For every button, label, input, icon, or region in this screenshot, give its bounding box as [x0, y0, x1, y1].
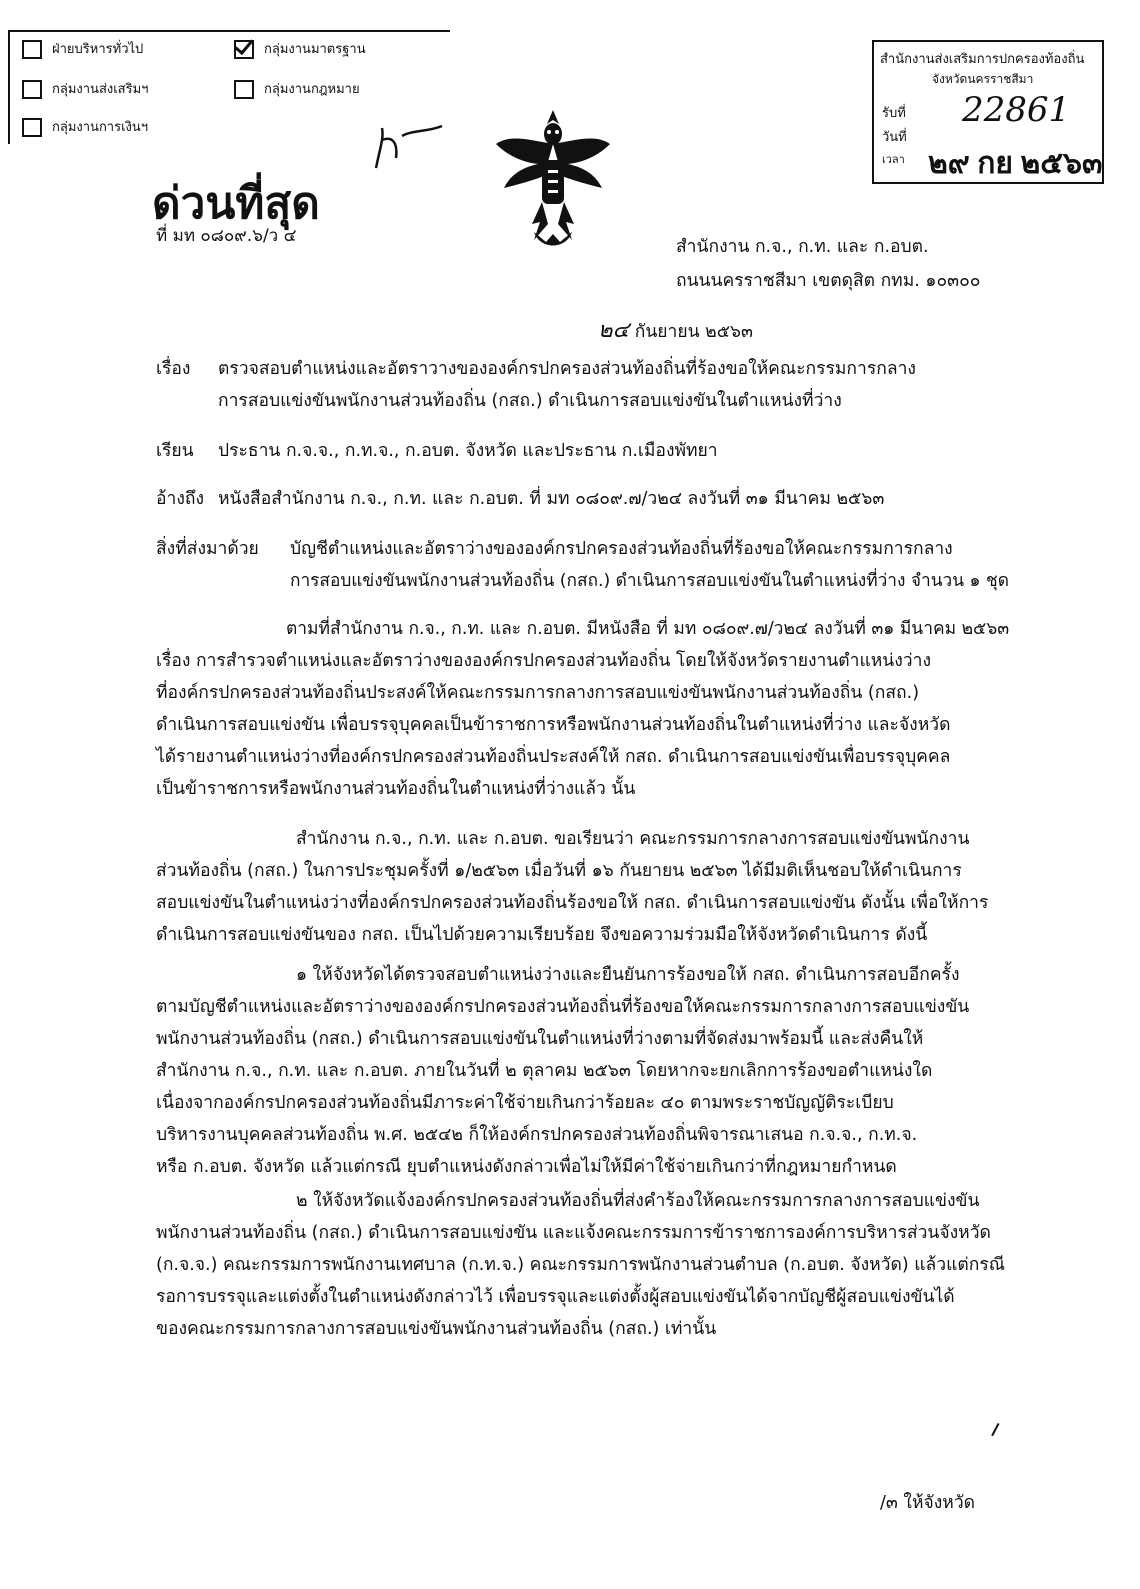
document-date — [598, 312, 753, 347]
enclosure-label: สิ่งที่ส่งมาด้วย — [156, 539, 259, 559]
item-1-line: ๑ ให้จังหวัดได้ตรวจสอบตำแหน่งว่างและยืนยันการร้องขอให้ กสถ. ดำเนินการสอบอีกครั้ง — [296, 965, 960, 985]
item-1-line: ตามบัญชีตำแหน่งและอัตราว่างขององค์กรปกครองส่วนท้องถิ่นที่ร้องขอให้คณะกรรมการกลางการสอบแข่งขัน — [156, 997, 970, 1017]
page-continuation: /๓ ให้จังหวัด — [880, 1493, 976, 1513]
stamp-office: สำนักงานส่งเสริมการปกครองท้องถิ่น — [880, 51, 1085, 66]
enclosure-line-2: การสอบแข่งขันพนักงานส่วนท้องถิ่น (กสถ.) ดำเนินการสอบแข่งขันในตำแหน่งที่ว่าง จำนวน ๑ ชุด — [290, 571, 1009, 591]
item-1-line: พนักงานส่วนท้องถิ่น (กสถ.) ดำเนินการสอบแข่งขันในตำแหน่งที่ว่างตามที่จัดส่งมาพร้อมนี้ และส่งคืนให้ — [156, 1029, 924, 1049]
paragraph-2-line: ดำเนินการสอบแข่งขันของ กสถ. เป็นไปด้วยความเรียบร้อย จึงขอความร่วมมือให้จังหวัดดำเนินการ ดังนี้ — [156, 925, 928, 945]
sender-office: สำนักงาน ก.จ., ก.ท. และ ก.อบต. — [676, 237, 929, 257]
stamp-received-label: รับที่ — [882, 105, 906, 120]
stamp-time-label: เวลา — [882, 154, 905, 166]
reference-label: อ้างถึง — [156, 489, 205, 509]
item-2-line: (ก.จ.จ.) คณะกรรมการพนักงานเทศบาล (ก.ท.จ.) คณะกรรมการพนักงานส่วนตำบล (ก.อบต. จังหวัด) แล้วแต่กรณี — [156, 1255, 1005, 1275]
item-1-line: เนื่องจากองค์กรปกครองส่วนท้องถิ่นมีภาระค่าใช้จ่ายเกินกว่าร้อยละ ๔๐ ตามพระราชบัญญัติระเบียบ — [156, 1093, 894, 1113]
item-1-line: สำนักงาน ก.จ., ก.ท. และ ก.อบต. ภายในวันที่ ๒ ตุลาคม ๒๕๖๓ โดยหากจะยกเลิกการร้องขอตำแหน่งใด — [156, 1061, 933, 1081]
stamp-province: จังหวัดนครราชสีมา — [932, 72, 1034, 86]
routing-item-standards: กลุ่มงานมาตรฐาน — [234, 38, 366, 59]
item-2-line: พนักงานส่วนท้องถิ่น (กสถ.) ดำเนินการสอบแข่งขัน และแจ้งคณะกรรมการข้าราชการองค์การบริหารส่วนจังหวัด — [156, 1223, 991, 1243]
paragraph-1-line: ที่องค์กรปกครองส่วนท้องถิ่นประสงค์ให้คณะกรรมการกลางการสอบแข่งขันพนักงานส่วนท้องถิ่น (กสถ.) — [156, 683, 920, 703]
paragraph-2-line: ส่วนท้องถิ่น (กสถ.) ในการประชุมครั้งที่ ๑/๒๕๖๓ เมื่อวันที่ ๑๖ กันยายน ๒๕๖๓ ได้มีมติเห็นชอบให้ดำเนินการ — [156, 861, 962, 881]
recipient-label: เรียน — [156, 441, 194, 461]
garuda-emblem-icon — [490, 104, 616, 256]
date-day: ๒๔ — [598, 318, 630, 343]
routing-item-legal: กลุ่มงานกฎหมาย — [234, 78, 360, 99]
subject-line-2: การสอบแข่งขันพนักงานส่วนท้องถิ่น (กสถ.) ดำเนินการสอบแข่งขันในตำแหน่งที่ว่าง — [218, 391, 842, 411]
recipient-text: ประธาน ก.จ.จ., ก.ท.จ., ก.อบต. จังหวัด และประธาน ก.เมืองพัทยา — [218, 441, 718, 461]
checkbox-icon — [22, 80, 42, 99]
routing-item-promotion: กลุ่มงานส่งเสริมฯ — [22, 78, 148, 99]
handwritten-initials-icon — [368, 118, 448, 178]
item-1-line: บริหารงานบุคคลส่วนท้องถิ่น พ.ศ. ๒๕๔๒ ก็ให้องค์กรปกครองส่วนท้องถิ่นพิจารณาเสนอ ก.จ.จ., ก.ท.จ. — [156, 1125, 918, 1145]
paragraph-2-line: สอบแข่งขันในตำแหน่งว่างที่องค์กรปกครองส่วนท้องถิ่นร้องขอให้ กสถ. ดำเนินการสอบแข่งขัน ดังนั้น เพื่อให้การ — [156, 893, 989, 913]
paragraph-1-line: ดำเนินการสอบแข่งขัน เพื่อบรรจุบุคคลเป็นข้าราชการหรือพนักงานส่วนท้องถิ่นในตำแหน่งที่ว่าง และจังหวัด — [156, 715, 951, 735]
paragraph-2-line: สำนักงาน ก.จ., ก.ท. และ ก.อบต. ขอเรียนว่า คณะกรรมการกลางการสอบแข่งขันพนักงาน — [296, 829, 970, 849]
item-2-line: รอการบรรจุและแต่งตั้งในตำแหน่งดังกล่าวไว้ เพื่อบรรจุและแต่งตั้งผู้สอบแข่งขันได้จากบัญชีผู้สอบแข่งขันได้ — [156, 1287, 955, 1307]
paragraph-1-line: เป็นข้าราชการหรือพนักงานส่วนท้องถิ่นในตำแหน่งที่ว่างแล้ว นั้น — [156, 779, 636, 799]
sender-address: ถนนนครราชสีมา เขตดุสิต กทม. ๑๐๓๐๐ — [676, 271, 981, 291]
paragraph-1-line: ได้รายงานตำแหน่งว่างที่องค์กรปกครองส่วนท้องถิ่นประสงค์ให้ กสถ. ดำเนินการสอบแข่งขันเพื่อบรรจุบุคคล — [156, 747, 951, 767]
checkbox-icon — [234, 80, 254, 99]
checked-checkbox-icon — [234, 40, 254, 59]
reference-text: หนังสือสำนักงาน ก.จ., ก.ท. และ ก.อบต. ที่ มท ๐๘๐๙.๗/ว๒๔ ลงวันที่ ๓๑ มีนาคม ๒๕๖๓ — [218, 489, 885, 509]
paragraph-1-line: เรื่อง การสำรวจตำแหน่งและอัตราว่างขององค์กรปกครองส่วนท้องถิ่น โดยให้จังหวัดรายงานตำแหน่งว่าง — [156, 651, 931, 671]
routing-item-finance: กลุ่มงานการเงินฯ — [22, 116, 148, 137]
enclosure-line-1: บัญชีตำแหน่งและอัตราว่างขององค์กรปกครองส่วนท้องถิ่นที่ร้องขอให้คณะกรรมการกลาง — [290, 539, 953, 559]
checkbox-icon — [22, 118, 42, 137]
urgency-heading: ด่วนที่สุด — [152, 178, 320, 229]
paragraph-1-line: ตามที่สำนักงาน ก.จ., ก.ท. และ ก.อบต. มีหนังสือ ที่ มท ๐๘๐๙.๗/ว๒๔ ลงวันที่ ๓๑ มีนาคม ๒๕๖๓ — [286, 619, 1010, 639]
subject-label: เรื่อง — [156, 359, 191, 379]
document-number: ที่ มท ๐๘๐๙.๖/ว ๔ — [156, 226, 297, 246]
checkbox-icon — [22, 40, 42, 59]
item-1-line: หรือ ก.อบต. จังหวัด แล้วแต่กรณี ยุบตำแหน่งดังกล่าวเพื่อไม่ให้มีค่าใช้จ่ายเกินกว่าที่กฎหมายกำหนด — [156, 1157, 897, 1177]
item-2-line: ของคณะกรรมการกลางการสอบแข่งขันพนักงานส่วนท้องถิ่น (กสถ.) เท่านั้น — [156, 1319, 717, 1339]
routing-item-general-admin: ฝ่ายบริหารทั่วไป — [22, 38, 143, 59]
tick-mark-icon — [991, 1423, 1005, 1439]
stamp-date-value: ๒๙ กย ๒๕๖๓ — [928, 147, 1103, 180]
stamp-received-number: 22861 — [962, 90, 1071, 130]
receipt-stamp — [872, 40, 1104, 184]
subject-line-1: ตรวจสอบตำแหน่งและอัตราวางขององค์กรปกครองส่วนท้องถิ่นที่ร้องขอให้คณะกรรมการกลาง — [218, 359, 916, 379]
date-month-year: กันยายน ๒๕๖๓ — [634, 322, 754, 342]
item-2-line: ๒ ให้จังหวัดแจ้งองค์กรปกครองส่วนท้องถิ่นที่ส่งคำร้องให้คณะกรรมการกลางการสอบแข่งขัน — [296, 1191, 980, 1211]
stamp-date-label: วันที่ — [882, 129, 907, 144]
